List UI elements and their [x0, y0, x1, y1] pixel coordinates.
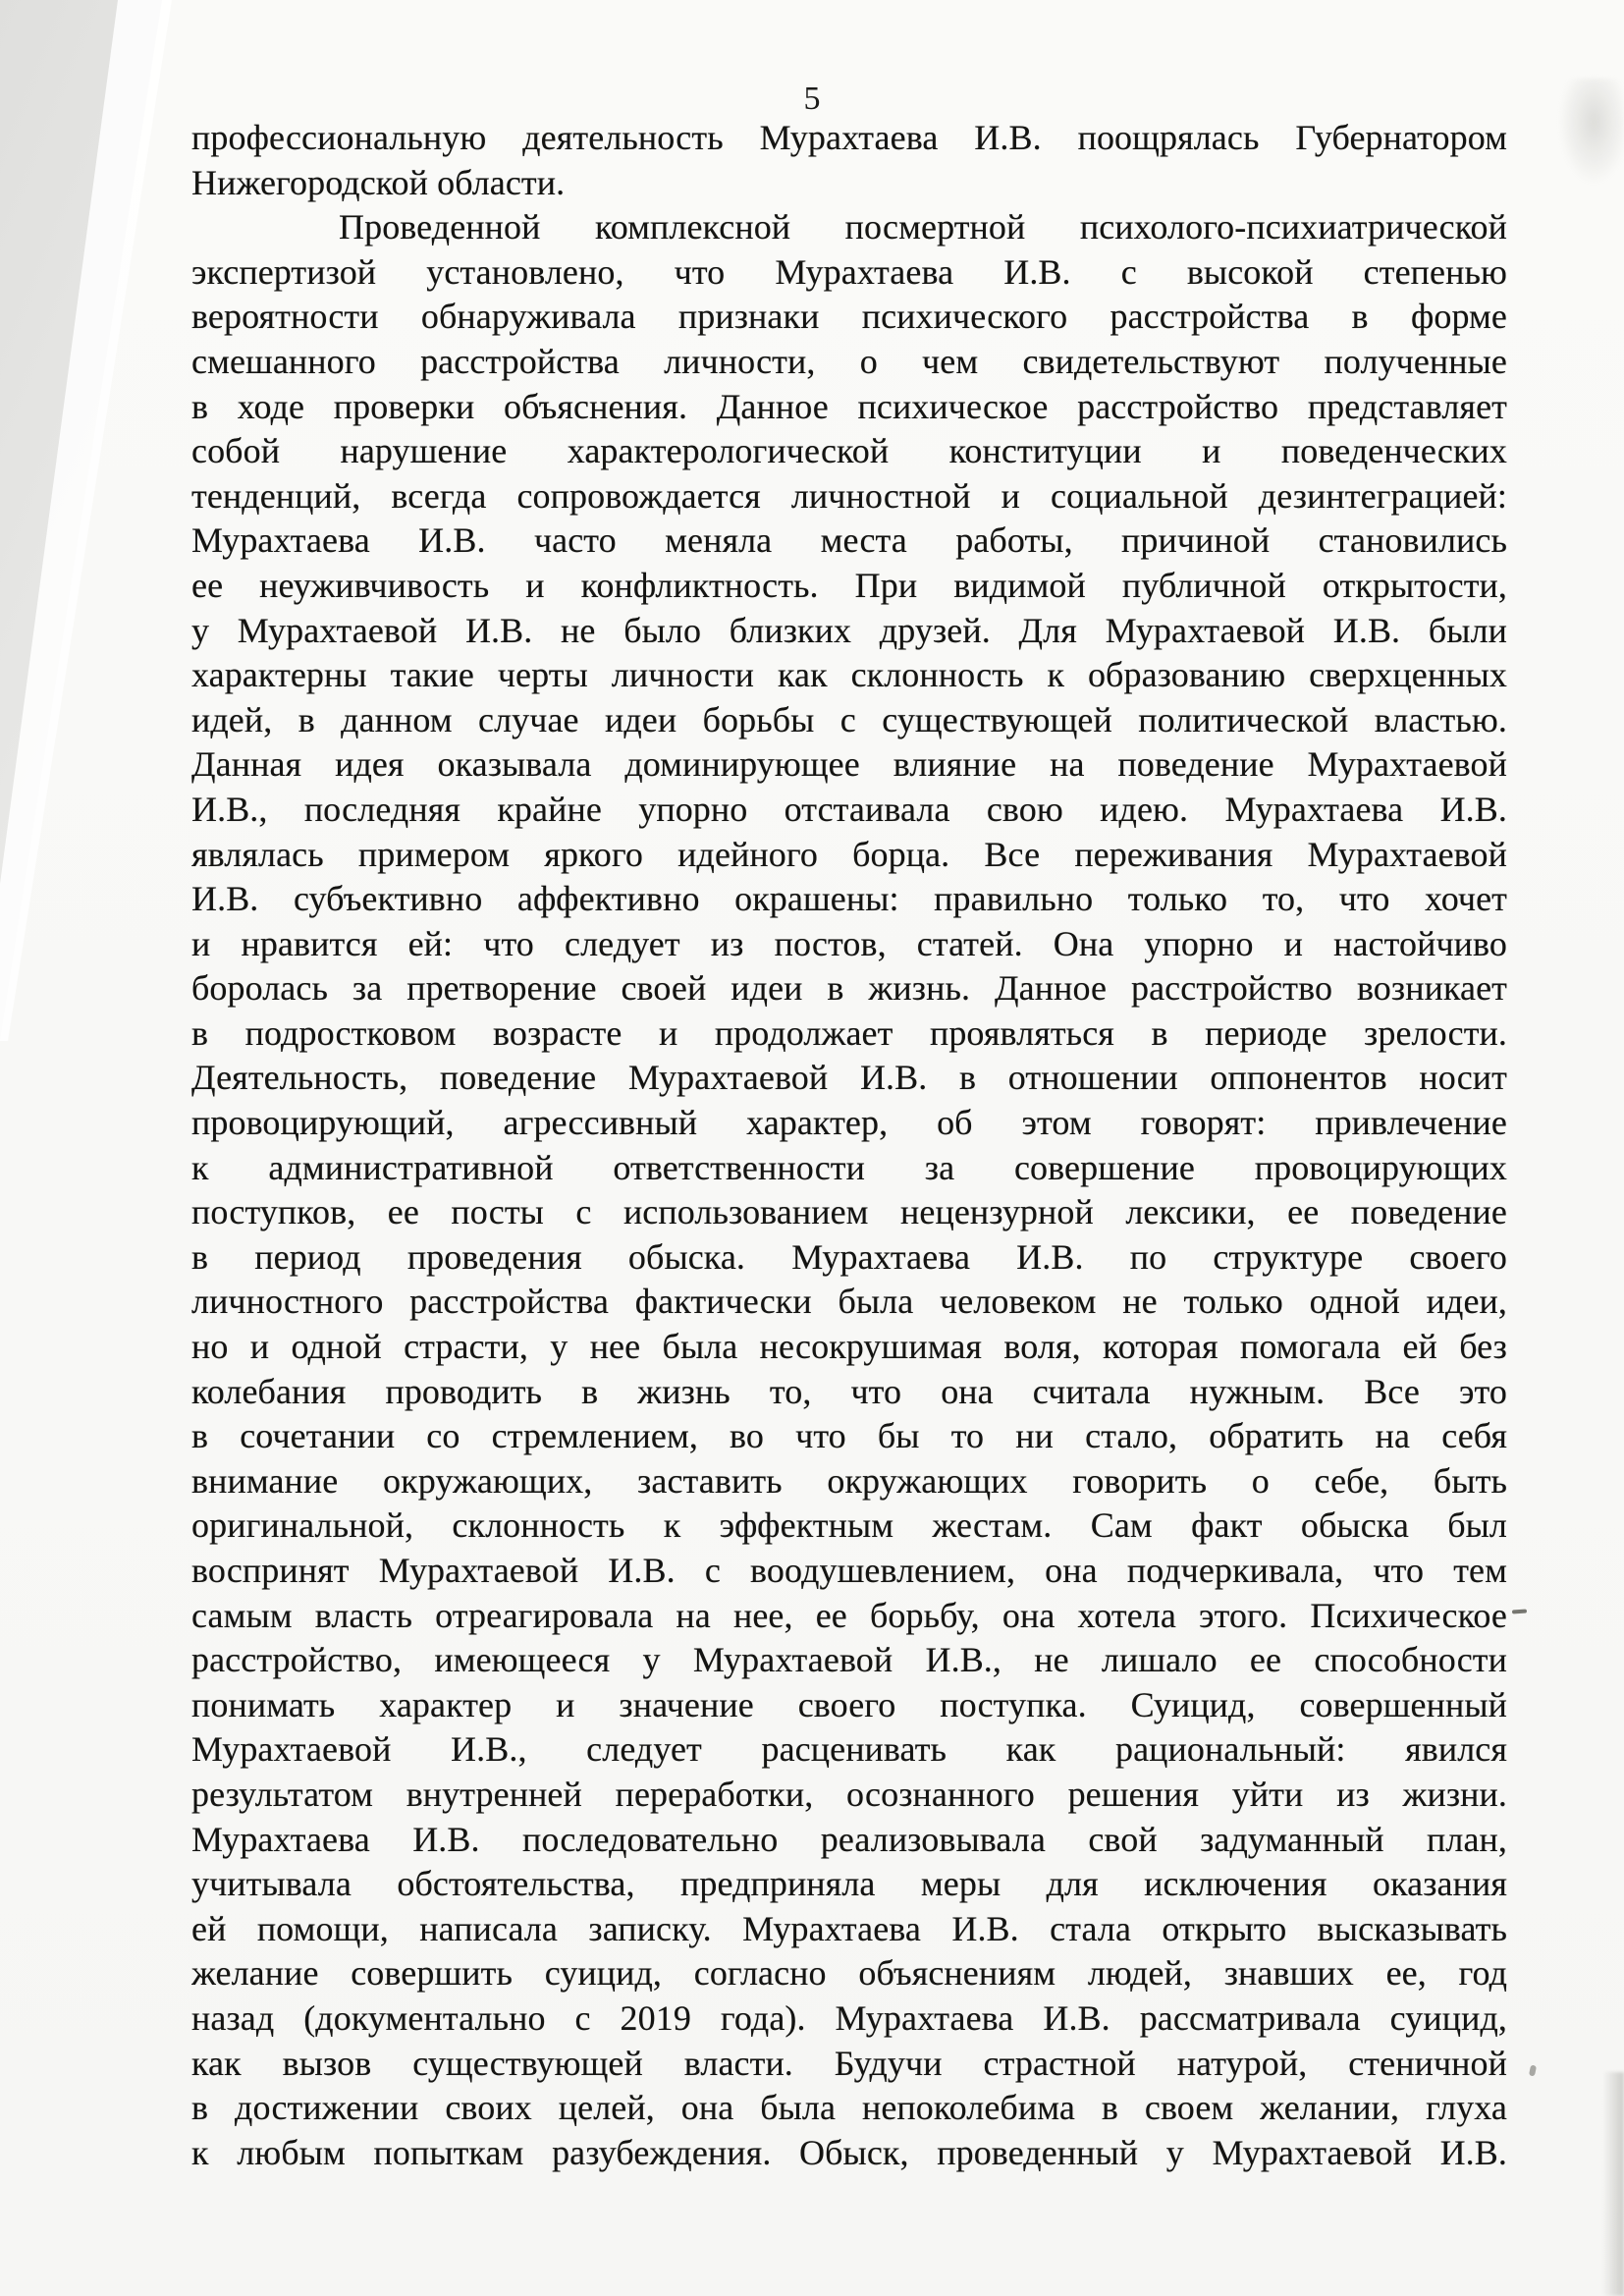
text-line: но и одной страсти, у нее была несокрушимая воля, которая помогала ей без: [191, 1327, 1507, 1367]
text-line: к любым попыткам разубеждения. Обыск, проведенный у Мурахтаевой И.В.: [191, 2132, 1507, 2172]
text-line: смешанного расстройства личности, о чем свидетельствуют полученные: [191, 341, 1507, 381]
text-line: Мурахтаева И.В. последовательно реализовывала свой задуманный план,: [191, 1819, 1507, 1859]
text-line: Проведенной комплексной посмертной психолого-психиатрической: [339, 207, 1507, 247]
page-number: 5: [803, 81, 821, 117]
text-line: назад (документально с 2019 года). Мурахтаева И.В. рассматривала суицид,: [191, 1997, 1507, 2038]
text-line: учитывала обстоятельства, предприняла меры для исключения оказания: [191, 1864, 1507, 1904]
text-line: в ходе проверки объяснения. Данное психическое расстройство представляет: [191, 386, 1507, 426]
text-line: идей, в данном случае идеи борьбы с существующей политической властью.: [191, 699, 1507, 739]
text-line: результатом внутренней переработки, осознанного решения уйти из жизни.: [191, 1774, 1507, 1814]
text-line: личностного расстройства фактически была человеком не только одной идеи,: [191, 1282, 1507, 1322]
scan-smudge-bottom-right: [1602, 2072, 1624, 2296]
text-line: И.В. субъективно аффективно окрашены: правильно только то, что хочет: [191, 879, 1507, 919]
text-line: ее неуживчивость и конфликтность. При видимой публичной открытости,: [191, 565, 1507, 605]
text-block: [191, 116, 1507, 2175]
text-line: Деятельность, поведение Мурахтаевой И.В. в отношении оппонентов носит: [191, 1058, 1507, 1098]
text-line: собой нарушение характерологической конституции и поведенческих: [191, 431, 1507, 471]
text-line: поступков, ее посты с использованием нецензурной лексики, ее поведение: [191, 1192, 1507, 1232]
text-line: оригинальной, склонность к эффектным жестам. Сам факт обыска был: [191, 1505, 1507, 1546]
text-line: профессиональную деятельность Мурахтаева И.В. поощрялась Губернатором: [191, 118, 1507, 157]
text-line: Данная идея оказывала доминирующее влияние на поведение Мурахтаевой: [191, 744, 1507, 785]
text-line: вероятности обнаруживала признаки психического расстройства в форме: [191, 297, 1507, 337]
text-line: в подростковом возрасте и продолжает проявляться в периоде зрелости.: [191, 1012, 1507, 1053]
text-line: колебания проводить в жизнь то, что она считала нужным. Все это: [191, 1371, 1507, 1411]
stray-ink-dash-artifact: [1512, 1609, 1527, 1613]
text-line: И.В., последняя крайне упорно отстаивала свою идею. Мурахтаева И.В.: [191, 789, 1507, 829]
text-line: боролась за претворение своей идеи в жизнь. Данное расстройство возникает: [191, 968, 1507, 1009]
text-line: к административной ответственности за совершение провоцирующих: [191, 1147, 1507, 1187]
text-line: расстройство, имеющееся у Мурахтаевой И.В., не лишало ее способности: [191, 1640, 1507, 1680]
text-line: Мурахтаевой И.В., следует расценивать как рациональный: явился: [191, 1729, 1507, 1770]
text-line: провоцирующий, агрессивный характер, об этом говорят: привлечение: [191, 1103, 1507, 1143]
text-line: экспертизой установлено, что Мурахтаева И.В. с высокой степенью: [191, 251, 1507, 292]
text-line: Мурахтаева И.В. часто меняла места работы, причиной становились: [191, 520, 1507, 561]
text-line: являлась примером яркого идейного борца. Все переживания Мурахтаевой: [191, 834, 1507, 874]
text-line: понимать характер и значение своего поступка. Суицид, совершенный: [191, 1684, 1507, 1724]
text-line: у Мурахтаевой И.В. не было близких друзей. Для Мурахтаевой И.В. были: [191, 610, 1507, 650]
text-line: в достижении своих целей, она была непоколебима в своем желании, глуха: [191, 2088, 1507, 2128]
text-line: в сочетании со стремлением, во что бы то ни стало, обратить на себя: [191, 1416, 1507, 1456]
text-line: и нравится ей: что следует из постов, статей. Она упорно и настойчиво: [191, 923, 1507, 963]
text-line: внимание окружающих, заставить окружающих говорить о себе, быть: [191, 1460, 1507, 1501]
text-line: воспринят Мурахтаевой И.В. с воодушевлением, она подчеркивала, что тем: [191, 1551, 1507, 1590]
text-line: желание совершить суицид, согласно объяснениям людей, знавших ее, год: [191, 1953, 1507, 1994]
stray-ink-speck-artifact: [1529, 2064, 1537, 2076]
text-line: ей помощи, написала записку. Мурахтаева И.В. стала открыто высказывать: [191, 1908, 1507, 1948]
text-line: тенденций, всегда сопровождается личностной и социальной дезинтеграцией:: [191, 475, 1507, 516]
text-line: как вызов существующей власти. Будучи страстной натурой, стеничной: [191, 2043, 1507, 2083]
text-line: Нижегородской области.: [191, 162, 566, 202]
text-line: в период проведения обыска. Мурахтаева И.В. по структуре своего: [191, 1236, 1507, 1277]
text-line: характерны такие черты личности как склонность к образованию сверхценных: [191, 655, 1507, 695]
text-line: самым власть отреагировала на нее, ее борьбу, она хотела этого. Психическое: [191, 1595, 1507, 1635]
